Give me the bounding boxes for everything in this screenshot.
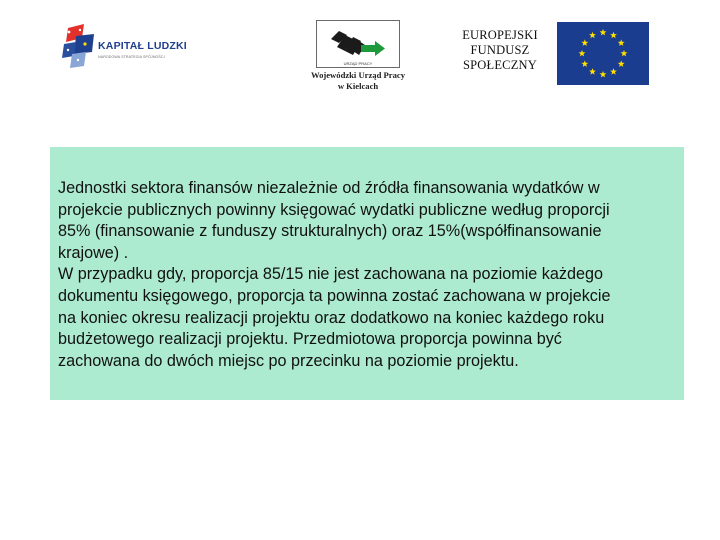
kapital-ludzki-emblem-icon bbox=[62, 24, 96, 68]
paragraph-proportion-exception: W przypadku gdy, proporcja 85/15 nie jest zachowana na poziomie każdego dokumentu księgowego, proporcja ta powinna zostać zachowana w projekcie na koniec okresu realizacji projektu oraz dodatkowo na koniec każdego roku budżetowego realizacji projektu. Przedmiotowa proporcja powinna być zachowana do dwóch miejsc po przecinku na poziomie projektu. bbox=[58, 265, 611, 370]
content-box bbox=[50, 147, 684, 400]
efs-text: EUROPEJSKI FUNDUSZ SPOŁECZNY bbox=[462, 28, 538, 72]
eu-flag-icon bbox=[557, 22, 649, 85]
wup-caption: Wojewódzki Urząd Pracy w Kielcach bbox=[310, 70, 406, 91]
paragraph-proportion-rule: Jednostki sektora finansów niezależnie od źródła finansowania wydatków w projekcie publicznych powinny księgować wydatki publiczne według proporcji 85% (finansowanie z funduszy strukturalnych) oraz 15%(współfinansowanie krajowe) . bbox=[58, 179, 610, 262]
wup-emblem-icon bbox=[317, 21, 399, 61]
kapital-ludzki-title: KAPITAŁ LUDZKI bbox=[98, 40, 187, 52]
kapital-ludzki-logo bbox=[62, 24, 192, 68]
kapital-ludzki-subtitle: NARODOWA STRATEGIA SPÓJNOŚCI bbox=[98, 55, 165, 59]
wup-inner-text: URZĄD PRACY bbox=[343, 61, 373, 66]
wup-logo bbox=[316, 20, 400, 68]
